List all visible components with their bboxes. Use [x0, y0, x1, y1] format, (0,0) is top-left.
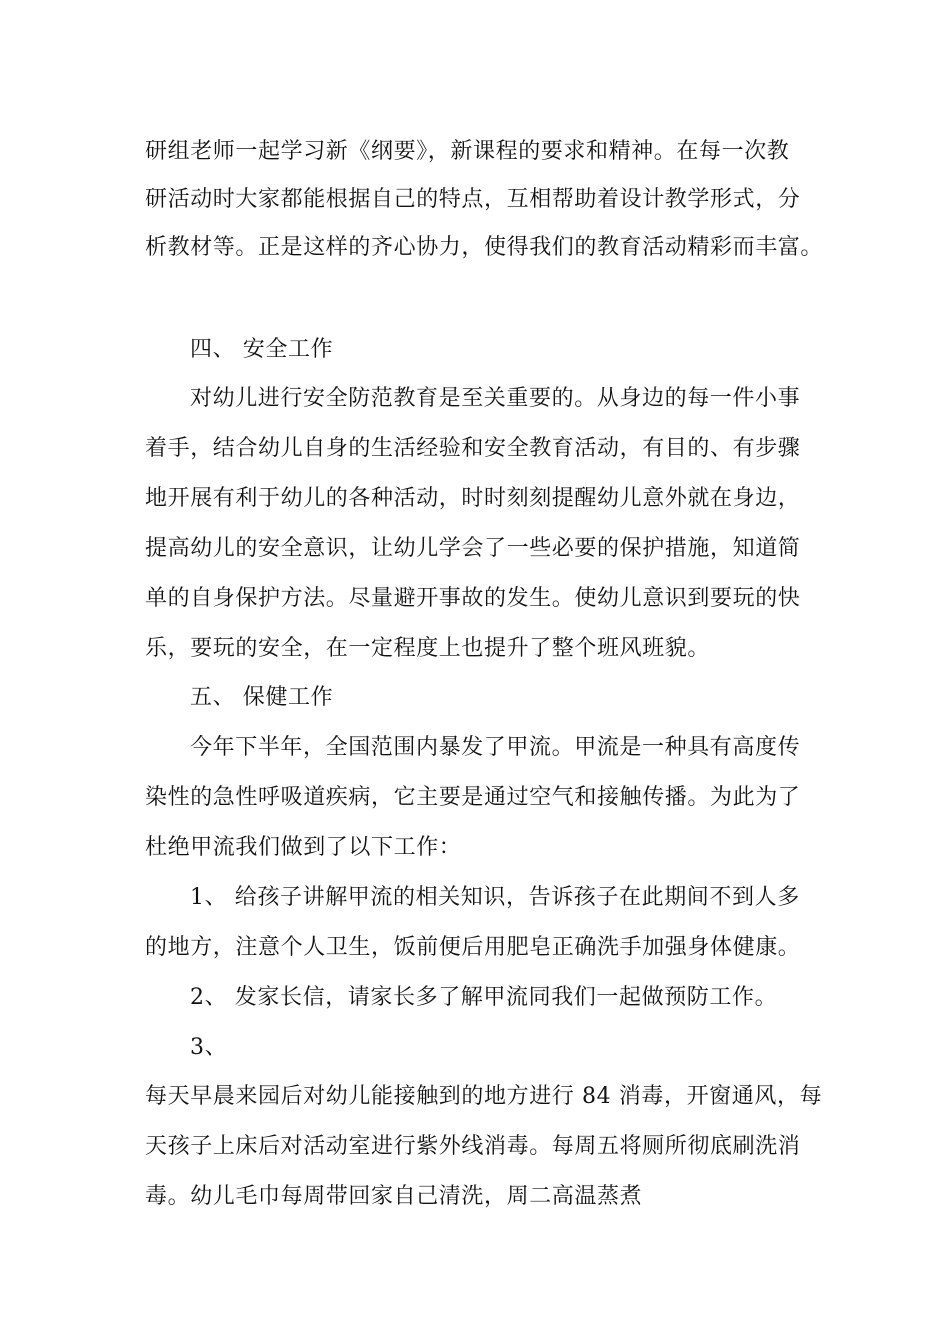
paragraph-line: 的地方，注意个人卫生，饭前便后用肥皂正确洗手加强身体健康。 — [145, 935, 801, 960]
paragraph-line: 今年下半年，全国范围内暴发了甲流。甲流是一种具有高度传 — [190, 735, 801, 760]
paragraph-line: 地开展有利于幼儿的各种活动，时时刻刻提醒幼儿意外就在身边， — [145, 486, 801, 511]
section-heading-health: 五、 保健工作 — [190, 685, 334, 710]
paragraph-line: 析教材等。正是这样的齐心协力，使得我们的教育活动精彩而丰富。 — [145, 235, 824, 260]
list-item-2: 2、 发家长信，请家长多了解甲流同我们一起做预防工作。 — [190, 985, 778, 1010]
paragraph-line: 毒。幼儿毛巾每周带回家自己清洗，周二高温蒸煮 — [145, 1184, 643, 1209]
paragraph-line: 提高幼儿的安全意识，让幼儿学会了一些必要的保护措施，知道简 — [145, 536, 801, 561]
paragraph-line: 乐，要玩的安全，在一定程度上也提升了整个班风班貌。 — [145, 636, 711, 661]
paragraph-line: 每天早晨来园后对幼儿能接触到的地方进行 84 消毒，开窗通风，每 — [145, 1084, 823, 1109]
paragraph-line: 研组老师一起学习新《纲要》，新课程的要求和精神。在每一次教 — [145, 139, 790, 164]
paragraph-line: 单的自身保护方法。尽量避开事故的发生。使幼儿意识到要玩的快 — [145, 586, 801, 611]
paragraph-line: 杜绝甲流我们做到了以下工作： — [145, 835, 462, 860]
paragraph-line: 对幼儿进行安全防范教育是至关重要的。从身边的每一件小事 — [190, 386, 801, 411]
list-item-3: 3、 — [190, 1035, 228, 1060]
list-item-1: 1、 给孩子讲解甲流的相关知识，告诉孩子在此期间不到人多 — [190, 885, 800, 910]
paragraph-line: 研活动时大家都能根据自己的特点，互相帮助着设计教学形式，分 — [145, 187, 801, 212]
paragraph-line: 天孩子上床后对活动室进行紫外线消毒。每周五将厕所彻底刷洗消 — [145, 1134, 801, 1159]
paragraph-line: 着手，结合幼儿自身的生活经验和安全教育活动，有目的、有步骤 — [145, 436, 801, 461]
section-heading-safety: 四、 安全工作 — [190, 337, 334, 362]
paragraph-line: 染性的急性呼吸道疾病，它主要是通过空气和接触传播。为此为了 — [145, 785, 801, 810]
